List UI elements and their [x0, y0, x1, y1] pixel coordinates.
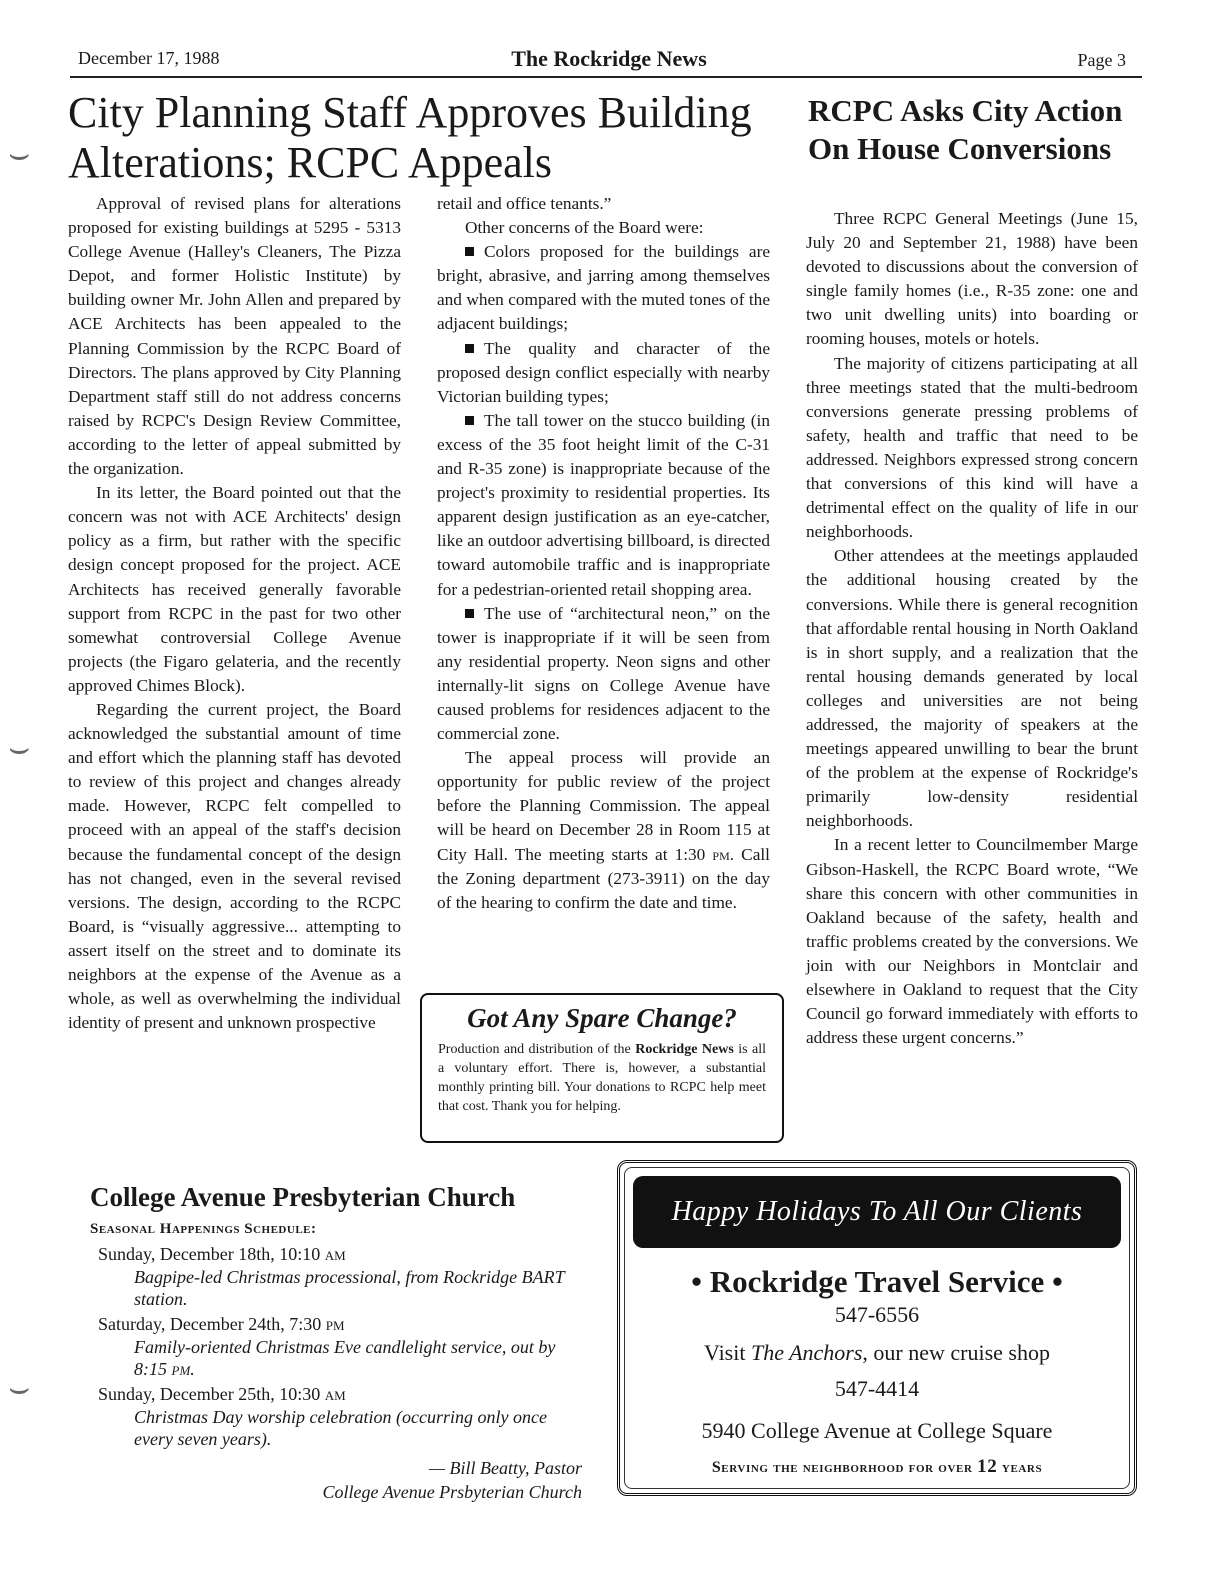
- main-article-column-2: [437, 192, 770, 915]
- bullet-icon: [465, 609, 474, 618]
- holiday-banner: Happy Holidays To All Our Clients: [633, 1176, 1121, 1248]
- pastor-signature: — Bill Beatty, Pastor College Avenue Prsbyterian Church: [322, 1458, 582, 1502]
- spare-change-title: Got Any Spare Change?: [467, 1003, 737, 1033]
- event-date: Sunday, December 18th, 10:10 am: [98, 1244, 346, 1264]
- page-number: Page 3: [1077, 50, 1126, 70]
- ad-tagline: Serving the neighborhood for over 12 years: [711, 1456, 1043, 1477]
- schedule-event: [90, 1242, 590, 1310]
- side-headline: RCPC Asks City Action On House Conversions: [808, 93, 1123, 166]
- cruise-shop-phone: 547-4414: [834, 1376, 920, 1401]
- scan-hole-mark: ⌣: [8, 1370, 31, 1407]
- travel-service-ad: [617, 1160, 1137, 1496]
- bullet-item: Colors proposed for the buildings are bright, abrasive, and jarring among themselves and when compared with the muted tones of the adjacent buildings;: [437, 242, 770, 334]
- phone-number: 547-6556: [834, 1302, 920, 1327]
- event-description: Family-oriented Christmas Eve candlelight service, out by 8:15 pm.: [134, 1337, 556, 1379]
- church-subtitle: Seasonal Happenings Schedule:: [90, 1221, 317, 1237]
- bullet-icon: [465, 247, 474, 256]
- article-paragraph: Other attendees at the meetings applauded the additional housing created by the conversions. While there is general recognition that affordable rental housing in North Oakland is in short supply, and a realization that the rental housing demands generated by local colleges and universities are not being addressed, the majority of speakers at the meetings appeared unwilling to bear the brunt of the problem at the expense of Rockridge's primarily low-density residential neighborhoods.: [806, 546, 1138, 831]
- schedule-event: [90, 1382, 590, 1450]
- scan-hole-mark: ⌣: [8, 730, 31, 767]
- bullet-icon: [465, 344, 474, 353]
- article-paragraph: retail and office tenants.”: [437, 194, 612, 213]
- church-schedule: [90, 1182, 590, 1504]
- main-headline: City Planning Staff Approves Building Alterations; RCPC Appeals: [68, 88, 752, 187]
- issue-date: December 17, 1988: [78, 48, 220, 68]
- article-paragraph: The majority of citizens participating at all three meetings stated that the multi-bedroom conversions generate pressing problems of safety, health and traffic that need to be addressed. Neighbors expressed strong concern that conversions of this kind will have a detrimental effect on the quality of life in our neighborhoods.: [806, 353, 1138, 542]
- event-description: Bagpipe-led Christmas processional, from Rockridge BART station.: [134, 1267, 565, 1309]
- newspaper-title: The Rockridge News: [511, 46, 707, 71]
- article-paragraph: Other concerns of the Board were:: [465, 218, 704, 238]
- article-paragraph: Regarding the current project, the Board acknowledged the substantial amount of time and effort which the planning staff has devoted to review of this project and changes already made. However, RCPC felt compelled to proceed with an appeal of the staff's decision because the fundamental concept of the design has not changed, even in the several revised versions. The design, according to the RCPC Board, is “visually aggressive... attempting to assert itself on the street and to dominate its neighbors at the expense of the Avenue as a whole, as well as overwhelming the individual identity of present and unknown prospective: [68, 699, 401, 1033]
- event-description: Christmas Day worship celebration (occurring only once every seven years).: [134, 1407, 547, 1449]
- bullet-item: The quality and character of the proposed design conflict especially with nearby Victorian building types;: [437, 338, 770, 406]
- church-title: College Avenue Presbyterian Church: [90, 1182, 516, 1212]
- article-paragraph: In a recent letter to Councilmember Marge Gibson-Haskell, the RCPC Board wrote, “We share this concern with other communities in Oakland because of the safety, health and traffic problems created by the conversions. We join with our Neighbors in Montclair and elsewhere in Oakland to request that the City Council go forward immediately with efforts to address these urgent concerns.”: [806, 835, 1138, 1048]
- main-article-column-1: [68, 192, 401, 1035]
- schedule-event: [90, 1312, 590, 1380]
- event-date: Saturday, December 24th, 7:30 pm: [98, 1314, 345, 1334]
- bullet-item: The use of “architectural neon,” on the tower is inappropriate if it will be seen from any residential property. Neon signs and other internally-lit signs on College Avenue have caused problems for residences adjacent to the commercial zone.: [437, 603, 770, 744]
- business-address: 5940 College Avenue at College Square: [701, 1418, 1053, 1443]
- article-paragraph: In its letter, the Board pointed out that the concern was not with ACE Architects' design policy as a firm, but rather with the specific design concept proposed for the project. ACE Architects has received generally favorable support from RCPC in the past for two other somewhat controversial College Avenue projects (the Figaro gelateria, and the recently approved Chimes Block).: [68, 483, 401, 695]
- scan-hole-mark: ⌣: [8, 136, 31, 173]
- article-paragraph: The appeal process will provide an opportunity for public review of the project before the Planning Commission. The appeal will be heard on December 28 in Room 115 at City Hall. The meeting starts at 1:30 pm. Call the Zoning department (273-3911) on the day of the hearing to confirm the date and time.: [437, 748, 770, 912]
- side-article-column: [806, 207, 1138, 1050]
- bullet-item: The tall tower on the stucco building (in excess of the 35 foot height limit of the C-31 and R-35 zone) is inappropriate because of the project's proximity to residential properties. Its apparent design justification as an eye-catcher, like an outdoor advertising billboard, is directed toward automobile traffic and is inappropriate for a pedestrian-oriented retail shopping area.: [437, 410, 770, 599]
- business-name: • Rockridge Travel Service •: [691, 1264, 1063, 1299]
- spare-change-body: Production and distribution of the Rockridge News is all a voluntary effort. There is, however, a substantial monthly printing bill. Your donations to RCPC help meet that cost. Thank you for helping.: [438, 1042, 766, 1114]
- event-date: Sunday, December 25th, 10:30 am: [98, 1384, 346, 1404]
- spare-change-box: [420, 993, 784, 1143]
- article-paragraph: Three RCPC General Meetings (June 15, July 20 and September 21, 1988) have been devoted to discussions about the conversion of single family homes (i.e., R-35 zone: one and two unit dwelling units) into boarding or rooming houses, motels or hotels.: [806, 209, 1138, 349]
- header-rule: [70, 76, 1142, 78]
- cruise-shop-line: Visit The Anchors, our new cruise shop: [704, 1340, 1050, 1365]
- article-paragraph: Approval of revised plans for alterations proposed for existing buildings at 5295 - 5313 College Avenue (Halley's Cleaners, The Pizza Depot, and former Holistic Institute) by building owner Mr. John Allen and prepared by ACE Architects has been appealed to the Planning Commission by the RCPC Board of Directors. The plans approved by City Planning Department staff still do not address concerns raised by RCPC's Design Review Committee, according to the letter of appeal submitted by the organization.: [68, 194, 401, 479]
- bullet-icon: [465, 416, 474, 425]
